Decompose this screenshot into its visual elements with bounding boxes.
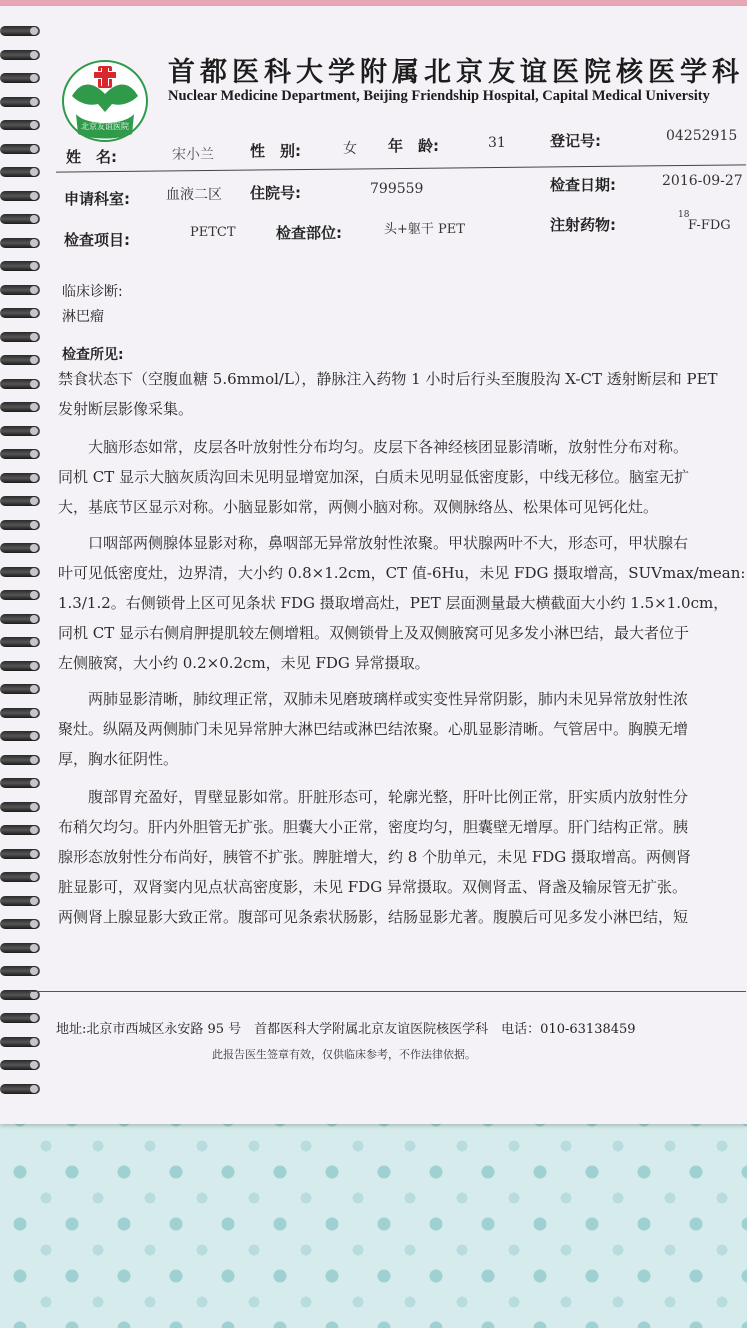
- binding-hole: [30, 638, 38, 646]
- binding-hole: [30, 709, 38, 717]
- binding-hole: [30, 732, 38, 740]
- binding-hole: [30, 756, 38, 764]
- footer-disclaimer: 此报告医生签章有效，仅供临床参考，不作法律依据。: [212, 1048, 476, 1061]
- binding-hole: [30, 51, 38, 59]
- findings-line: 大脑形态如常，皮层各叶放射性分布均匀。皮层下各神经核团显影清晰，放射性分布对称。: [58, 438, 689, 456]
- binding-hole: [30, 356, 38, 364]
- binding-hole: [30, 145, 38, 153]
- binding-hole: [30, 192, 38, 200]
- binding-hole: [30, 1061, 38, 1069]
- binding-hole: [30, 1014, 38, 1022]
- binding-hole: [30, 450, 38, 458]
- findings-line: 脏显影可，双肾窦内见点状高密度影，未见 FDG 异常摄取。双侧肾盂、肾盏及输尿管无扩张。: [58, 878, 687, 896]
- findings-paragraph-chest: [58, 684, 747, 774]
- binding-hole: [30, 380, 38, 388]
- exam-item: PETCT: [190, 225, 236, 240]
- request-dept: 血液二区: [166, 187, 222, 203]
- binding-hole: [30, 967, 38, 975]
- binding-hole: [30, 826, 38, 834]
- findings-line: 发射断层影像采集。: [58, 400, 194, 418]
- exam-date: 2016-09-27: [662, 173, 743, 189]
- dept-label: 申请科室:: [64, 190, 130, 208]
- name-label: 姓 名:: [66, 148, 117, 166]
- findings-line: 左侧腋窝，大小约 0.2×0.2cm，未见 FDG 异常摄取。: [58, 654, 430, 672]
- findings-line: 同机 CT 显示右侧肩胛提肌较左侧增粗。双侧锁骨上及双侧腋窝可见多发小淋巴结，最大者位于: [58, 624, 690, 642]
- binding-hole: [30, 568, 38, 576]
- binding-hole: [30, 98, 38, 106]
- hospital-logo-icon: [62, 60, 148, 142]
- binding-hole: [30, 662, 38, 670]
- findings-line: 口咽部两侧腺体显影对称，鼻咽部无异常放射性浓聚。甲状腺两叶不大，形态可，甲状腺右: [58, 534, 689, 552]
- diagnosis-value: 淋巴瘤: [62, 309, 104, 325]
- findings-label: 检查所见:: [62, 347, 124, 363]
- findings-line: 聚灶。纵隔及两侧肺门未见异常肿大淋巴结或淋巴结浓聚。心肌显影清晰。气管居中。胸膜无增: [58, 720, 689, 738]
- exam-site: 头+躯干 PET: [384, 222, 465, 237]
- drug-isotope-superscript: 18: [678, 210, 690, 220]
- binding-hole: [30, 333, 38, 341]
- binding-hole: [30, 27, 38, 35]
- report-page: [0, 6, 747, 1124]
- binding-hole: [30, 873, 38, 881]
- findings-line: 禁食状态下（空腹血糖 5.6mmol/L），静脉注入药物 1 小时后行头至腹股沟 X-CT 透射断层和 PET: [58, 370, 718, 388]
- binding-hole: [30, 286, 38, 294]
- findings-line: 1.3/1.2。右侧锁骨上区可见条状 FDG 摄取增高灶，PET 层面测量最大横截面大小约 1.5×1.0cm，: [58, 594, 729, 612]
- sex-label: 性 别:: [250, 142, 301, 160]
- findings-paragraph-brain: [58, 432, 747, 522]
- binding-hole: [30, 239, 38, 247]
- findings-line: 同机 CT 显示大脑灰质沟回未见明显增宽加深，白质未见明显低密度影，中线无移位。脑室无扩: [58, 468, 690, 486]
- binding-hole: [30, 850, 38, 858]
- binding-hole: [30, 779, 38, 787]
- background-fabric-bottom: [0, 1100, 747, 1328]
- binding-hole: [30, 685, 38, 693]
- department-title-en: Nuclear Medicine Department, Beijing Friendship Hospital, Capital Medical University: [168, 88, 710, 104]
- binding-hole: [30, 1038, 38, 1046]
- findings-line: 大，基底节区显示对称。小脑显影如常，两侧小脑对称。双侧脉络丛、松果体可见钙化灶。: [58, 498, 659, 516]
- binding-hole: [30, 403, 38, 411]
- exam-item-label: 检查项目:: [64, 231, 130, 249]
- binding-hole: [30, 897, 38, 905]
- diagnosis-label: 临床诊断:: [62, 284, 123, 300]
- admission-label: 住院号:: [250, 184, 301, 202]
- reg-label: 登记号:: [550, 132, 601, 150]
- binding-hole: [30, 544, 38, 552]
- exam-site-label: 检查部位:: [276, 224, 342, 242]
- department-title-cn: 首都医科大学附属北京友谊医院核医学科: [168, 57, 744, 88]
- findings-line: 布稍欠均匀。肝内外胆管无扩张。胆囊大小正常，密度均匀，胆囊壁无增厚。肝门结构正常。胰: [58, 818, 689, 836]
- binding-hole: [30, 1085, 38, 1093]
- findings-line: 两侧肾上腺显影大致正常。腹部可见条索状肠影，结肠显影尤著。腹膜后可见多发小淋巴结，短: [58, 908, 689, 926]
- logo-text: 北京友谊医院: [81, 122, 129, 131]
- binding-hole: [30, 74, 38, 82]
- binding-hole: [30, 497, 38, 505]
- findings-line: 腺形态放射性分布尚好，胰管不扩张。脾脏增大，约 8 个肋单元，未见 FDG 摄取增高。两侧肾: [58, 848, 692, 866]
- age-label: 年 龄:: [388, 137, 439, 155]
- findings-paragraph-1: [58, 364, 747, 424]
- admission-number: 799559: [370, 181, 424, 197]
- binding-hole: [30, 944, 38, 952]
- binding-hole: [30, 591, 38, 599]
- footer-address: 地址:北京市西城区永安路 95 号 首都医科大学附属北京友谊医院核医学科 电话：010-63138459: [56, 1022, 636, 1037]
- binding-hole: [30, 615, 38, 623]
- findings-paragraph-abdomen: [58, 782, 747, 932]
- findings-line: 厚，胸水征阴性。: [58, 750, 179, 768]
- binding-hole: [30, 474, 38, 482]
- binding-hole: [30, 521, 38, 529]
- binding-hole: [30, 121, 38, 129]
- patient-age: 31: [488, 135, 506, 151]
- header-divider: [56, 164, 746, 172]
- binding-hole: [30, 920, 38, 928]
- binding-hole: [30, 168, 38, 176]
- registration-number: 04252915: [666, 128, 738, 144]
- drug-label: 注射药物:: [550, 216, 616, 234]
- findings-line: 两肺显影清晰，肺纹理正常，双肺未见磨玻璃样或实变性异常阴影，肺内未见异常放射性浓: [58, 690, 689, 708]
- spiral-binding: [0, 26, 44, 1106]
- binding-hole: [30, 427, 38, 435]
- injected-drug: F-FDG: [688, 218, 731, 233]
- patient-sex: 女: [343, 141, 357, 157]
- patient-name: 宋小兰: [172, 147, 214, 163]
- binding-hole: [30, 803, 38, 811]
- footer-divider: [30, 991, 746, 992]
- findings-paragraph-neck: [58, 528, 747, 678]
- findings-line: 叶可见低密度灶，边界清，大小约 0.8×1.2cm，CT 值-6Hu，未见 FDG 摄取增高，SUVmax/mean:: [58, 564, 746, 582]
- binding-hole: [30, 262, 38, 270]
- exam-date-label: 检查日期:: [550, 176, 616, 194]
- binding-hole: [30, 309, 38, 317]
- findings-line: 腹部胃充盈好，胃壁显影如常。肝脏形态可，轮廓光整，肝叶比例正常，肝实质内放射性分: [58, 788, 689, 806]
- binding-hole: [30, 215, 38, 223]
